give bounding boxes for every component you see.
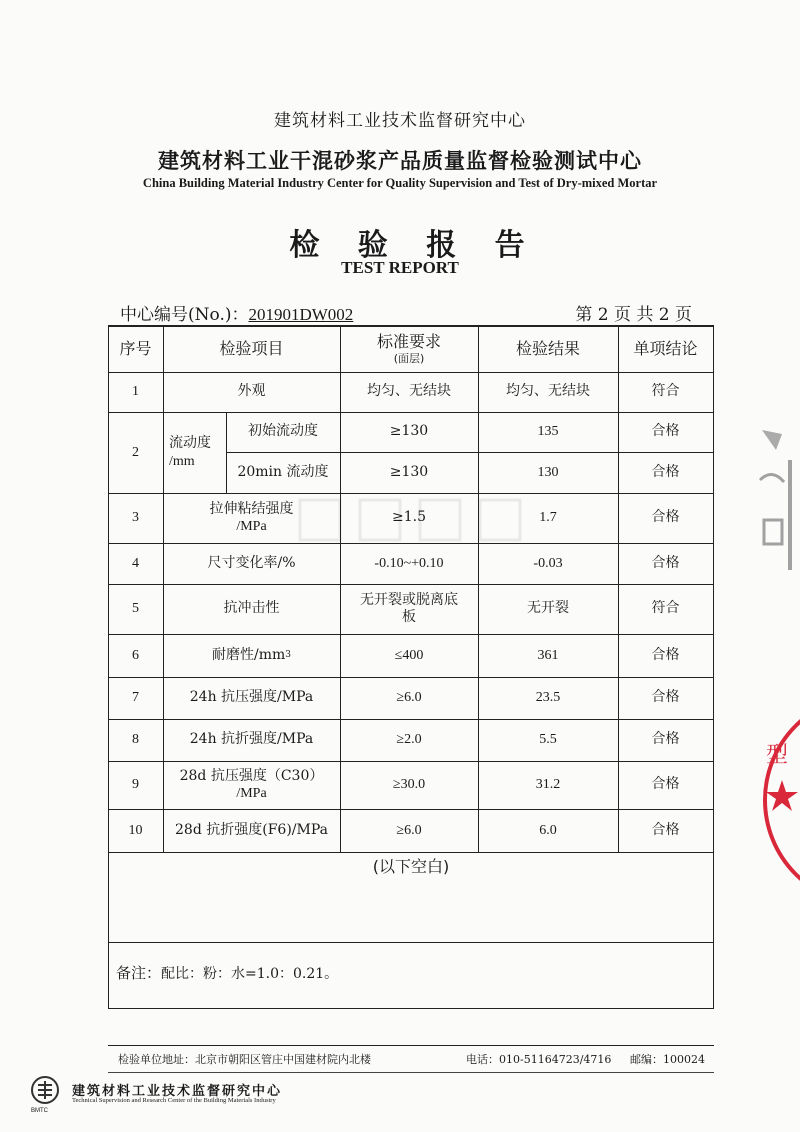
row3-standard: ≥1.5 bbox=[392, 509, 426, 526]
footer-postcode: 邮编：100024 bbox=[630, 1053, 705, 1066]
footer-address: 检验单位地址：北京市朝阳区管庄中国建材院内北楼 bbox=[118, 1053, 371, 1066]
row5-result: 无开裂 bbox=[527, 600, 569, 617]
row7-item: 24h 抗压强度/MPa bbox=[189, 689, 314, 706]
row2b-standard: ≥130 bbox=[389, 463, 429, 480]
header-item: 检验项目 bbox=[219, 339, 284, 358]
footer-org-divider bbox=[108, 1072, 714, 1073]
row6-standard: ≤400 bbox=[394, 647, 424, 663]
row2b-conclusion: 合格 bbox=[651, 463, 680, 480]
row4-seq: 4 bbox=[132, 555, 139, 571]
header-center-name: 建筑材料工业干混砂浆产品质量监督检验测试中心 bbox=[158, 148, 642, 173]
row8-item: 24h 抗折强度/MPa bbox=[189, 731, 314, 748]
header-seq: 序号 bbox=[119, 339, 152, 358]
row2a-item: 初始流动度 bbox=[248, 423, 318, 440]
row5-standard-line2: 板 bbox=[402, 609, 416, 625]
row1-item: 外观 bbox=[237, 383, 266, 400]
row4-item: 尺寸变化率/% bbox=[207, 554, 296, 571]
footer-org: 建筑材料工业技术监督研究中心 bbox=[72, 1084, 283, 1099]
row6-item-label: 耐磨性/mm bbox=[211, 646, 286, 663]
header-standard bbox=[340, 326, 478, 372]
header-standard-sub: (面层) bbox=[393, 352, 425, 366]
row5-conclusion: 符合 bbox=[651, 600, 680, 617]
row9-item-line2: /MPa bbox=[236, 786, 267, 801]
header-standard-label: 标准要求 bbox=[376, 332, 441, 352]
report-number-label: 中心编号(No.)： bbox=[120, 305, 249, 325]
report-title: 检 验 报 告 bbox=[289, 228, 539, 263]
report-number bbox=[120, 300, 353, 325]
row4-conclusion: 合格 bbox=[651, 554, 680, 571]
row8-conclusion: 合格 bbox=[651, 731, 680, 748]
row6-item-sup: 3 bbox=[285, 649, 291, 660]
row7-standard: ≥6.0 bbox=[396, 690, 422, 706]
remark-label: 备注： bbox=[116, 964, 162, 982]
remark-text: 配比：粉：水=1.0：0.21。 bbox=[161, 966, 339, 982]
row2-group bbox=[163, 412, 226, 493]
row8-seq: 8 bbox=[132, 732, 139, 748]
footer-divider bbox=[108, 1045, 714, 1046]
row2a-result: 135 bbox=[537, 424, 559, 440]
row1-standard: 均匀、无结块 bbox=[367, 383, 451, 400]
header-org: 建筑材料工业技术监督研究中心 bbox=[274, 111, 526, 131]
report-number-value: 201901DW002 bbox=[248, 305, 354, 324]
header-result: 检验结果 bbox=[515, 339, 580, 358]
row3-result: 1.7 bbox=[539, 510, 557, 526]
row2b-result: 130 bbox=[537, 464, 559, 480]
row9-item-line1: 28d 抗压强度（C30） bbox=[179, 767, 324, 784]
row6-item bbox=[163, 634, 340, 677]
row4-standard: -0.10~+0.10 bbox=[374, 555, 444, 571]
row5-item: 抗冲击性 bbox=[223, 600, 280, 617]
row10-seq: 10 bbox=[128, 822, 143, 838]
row6-result: 361 bbox=[537, 647, 559, 663]
row3-seq: 3 bbox=[132, 510, 139, 526]
logo-text: BMTC bbox=[31, 1108, 48, 1114]
row5-seq: 5 bbox=[132, 601, 139, 617]
row7-seq: 7 bbox=[132, 690, 139, 706]
row8-standard: ≥2.0 bbox=[396, 732, 422, 748]
partial-seal-gray bbox=[752, 420, 800, 580]
row10-item: 28d 抗折强度(F6)/MPa bbox=[175, 821, 328, 838]
row2a-conclusion: 合格 bbox=[651, 423, 680, 440]
stamp-fragment: 型 bbox=[766, 743, 789, 768]
row10-standard: ≥6.0 bbox=[396, 822, 422, 838]
row2-group-line1: 流动度 bbox=[169, 435, 211, 451]
row10-conclusion: 合格 bbox=[651, 821, 680, 838]
row9-standard: ≥30.0 bbox=[392, 777, 426, 793]
row7-conclusion: 合格 bbox=[651, 689, 680, 706]
remark bbox=[116, 962, 338, 983]
row1-result: 均匀、无结块 bbox=[506, 383, 590, 400]
bmtc-logo-icon bbox=[30, 1075, 60, 1105]
row1-seq: 1 bbox=[132, 384, 139, 400]
row6-conclusion: 合格 bbox=[651, 646, 680, 663]
blank-note: (以下空白) bbox=[372, 857, 450, 876]
header-conclusion: 单项结论 bbox=[633, 339, 698, 358]
row8-result: 5.5 bbox=[539, 732, 557, 748]
report-title-en: TEST REPORT bbox=[341, 258, 459, 277]
header-center-name-en: China Building Material Industry Center for Quality Supervision and Test of Dry-mixed Mortar bbox=[142, 176, 658, 190]
partial-red-stamp bbox=[760, 700, 800, 900]
row5-standard bbox=[340, 584, 478, 634]
footer-org-en: Technical Supervision and Research Center of the Building Materials Industry bbox=[72, 1097, 276, 1104]
row7-result: 23.5 bbox=[535, 690, 561, 706]
row2b-item: 20min 流动度 bbox=[237, 463, 329, 480]
row9-seq: 9 bbox=[132, 777, 139, 793]
row4-result: -0.03 bbox=[533, 555, 563, 571]
row2-group-line2: /mm bbox=[169, 453, 195, 469]
row2-seq: 2 bbox=[132, 444, 139, 460]
row9-item bbox=[163, 761, 340, 809]
page-info: 第 2 页 共 2 页 bbox=[575, 305, 692, 325]
row10-result: 6.0 bbox=[539, 822, 557, 838]
row9-conclusion: 合格 bbox=[651, 776, 680, 793]
row2a-standard: ≥130 bbox=[389, 423, 429, 440]
row1-conclusion: 符合 bbox=[651, 383, 680, 400]
row6-seq: 6 bbox=[132, 647, 139, 663]
footer-phone: 电话：010-51164723/4716 bbox=[466, 1053, 612, 1066]
row9-result: 31.2 bbox=[535, 777, 561, 793]
row3-item-line1: 拉伸粘结强度 bbox=[209, 500, 294, 517]
row5-standard-line1: 无开裂或脱离底 bbox=[360, 591, 458, 608]
row3-item-line2: /MPa bbox=[236, 519, 267, 534]
row3-item bbox=[163, 493, 340, 543]
row3-conclusion: 合格 bbox=[651, 509, 680, 526]
